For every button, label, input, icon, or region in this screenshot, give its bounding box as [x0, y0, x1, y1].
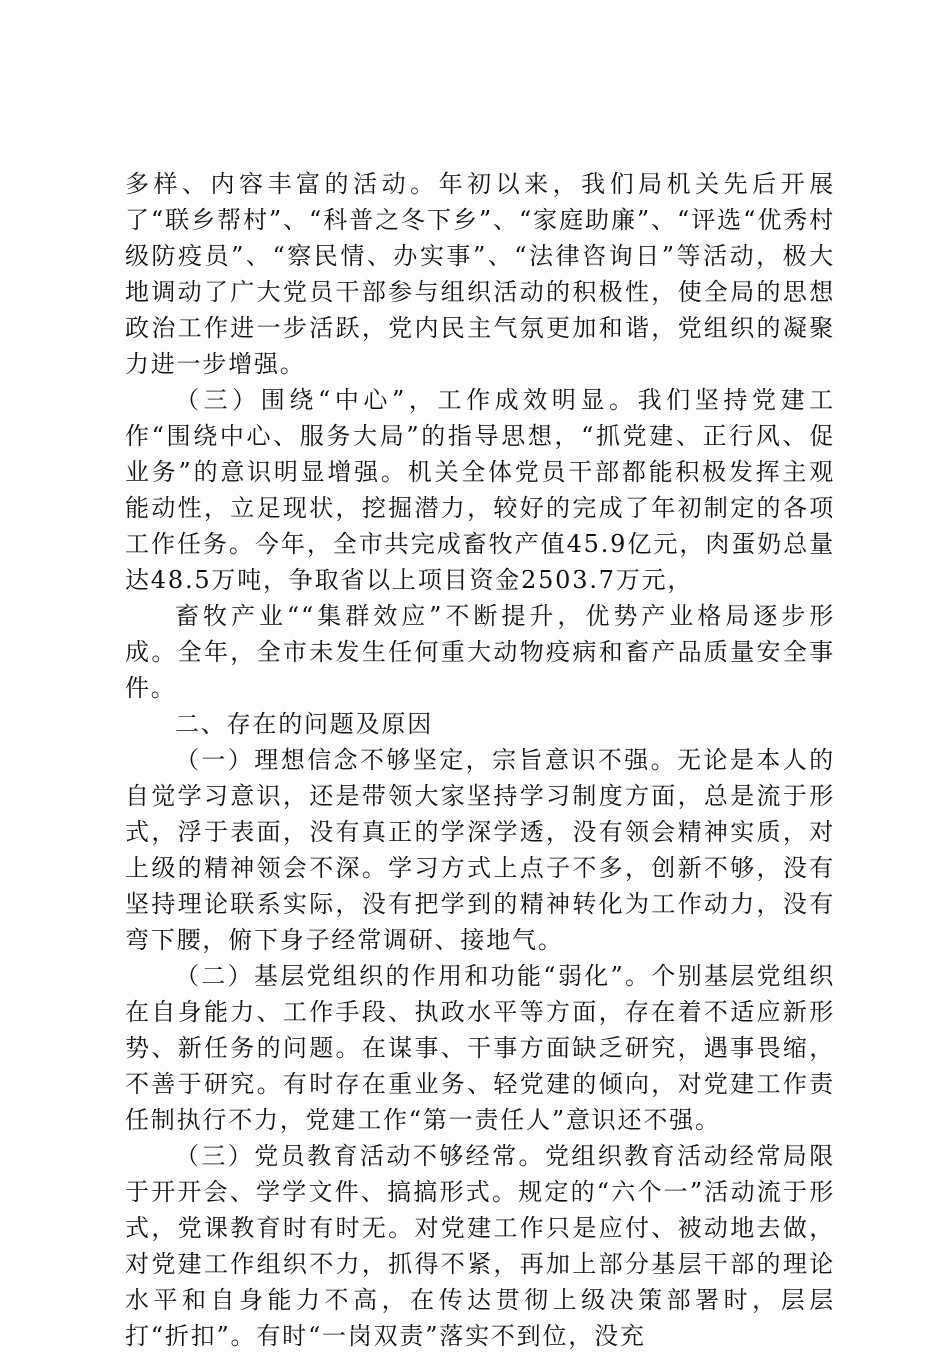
paragraph-problem-3: （三）党员教育活动不够经常。党组织教育活动经常局限于开开会、学学文件、搞搞形式。规定的“六个一”活动流于形式，党课教育时有时无。对党建工作只是应付、被动地去做，对党建工作组织不力，抓得不紧，再加上部分基层干部的理论水平和自身能力不高，在传达贯彻上级决策部署时，层层打“折扣”。有时“一岗双责”落实不到位，没充 — [125, 1142, 835, 1350]
document-body — [125, 166, 835, 1354]
paragraph-work-results: （三）围绕“中心”，工作成效明显。我们坚持党建工作“围绕中心、服务大局”的指导思想，“抓党建、正行风、促业务”的意识明显增强。机关全体党员干部都能积极发挥主观能动性，立足现状，挖掘潜力，较好的完成了年初制定的各项工作任务。今年，全市共完成畜牧产值45.9亿元，肉蛋奶总量达48.5万吨，争取省以上项目资金2503.7万元， — [125, 386, 835, 594]
paragraph-problem-2: （二）基层党组织的作用和功能“弱化”。个别基层党组织在自身能力、工作手段、执政水平等方面，存在着不适应新形势、新任务的问题。在谋事、干事方面缺乏研究，遇事畏缩，不善于研究。有时存在重业务、轻党建的倾向，对党建工作责任制执行不力，党建工作“第一责任人”意识还不强。 — [125, 962, 835, 1134]
section-heading-problems: 二、存在的问题及原因 — [175, 710, 433, 738]
paragraph-industry-cluster: 畜牧产业““集群效应”不断提升，优势产业格局逐步形成。全年，全市未发生任何重大动物疫病和畜产品质量安全事件。 — [125, 602, 835, 702]
paragraph-activities-continued: 多样、内容丰富的活动。年初以来，我们局机关先后开展了“联乡帮村”、“科普之冬下乡”、“家庭助廉”、“评选“优秀村级防疫员”、“察民情、办实事”、“法律咨询日”等活动，极大地调动了广大党员干部参与组织活动的积极性，使全局的思想政治工作进一步活跃，党内民主气氛更加和谐，党组织的凝聚力进一步增强。 — [125, 170, 835, 378]
paragraph-problem-1: （一）理想信念不够坚定，宗旨意识不强。无论是本人的自觉学习意识，还是带领大家坚持学习制度方面，总是流于形式，浮于表面，没有真正的学深学透，没有领会精神实质，对上级的精神领会不深。学习方式上点子不多，创新不够，没有坚持理论联系实际，没有把学到的精神转化为工作动力，没有弯下腰，俯下身子经常调研、接地气。 — [125, 746, 835, 954]
